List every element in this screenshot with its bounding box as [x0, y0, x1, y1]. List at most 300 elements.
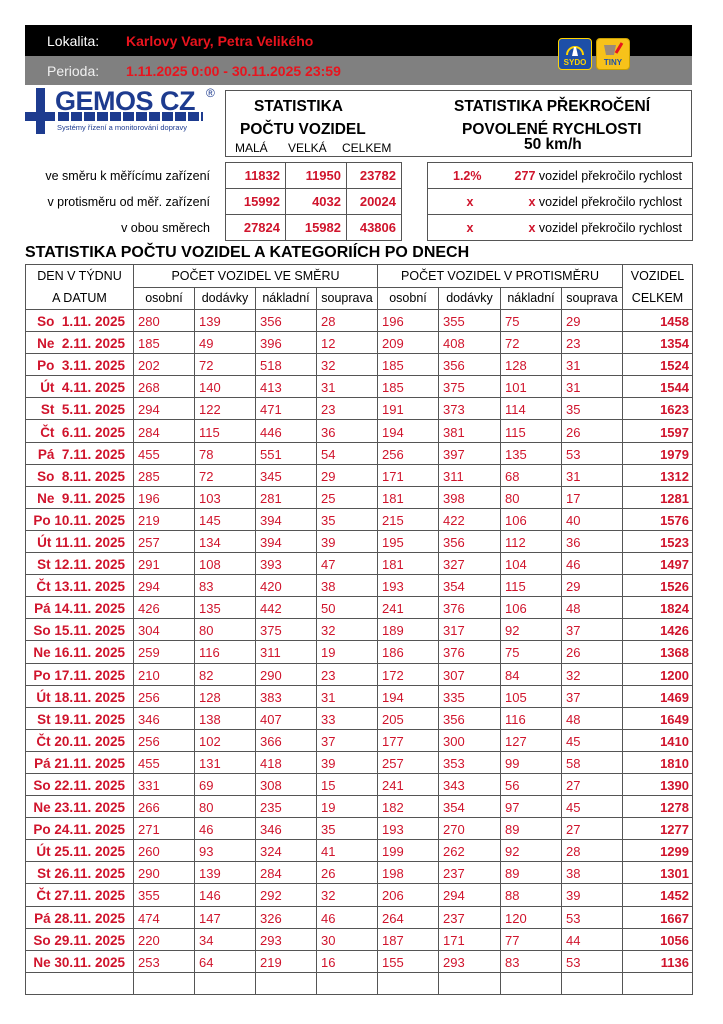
- cell-souprava: 47: [317, 553, 378, 575]
- cell-nakladni-rev: 128: [501, 354, 562, 376]
- table-row: [26, 376, 693, 398]
- cell-day: Pá 28.11. 2025: [26, 906, 134, 928]
- cell-total: 1824: [623, 597, 693, 619]
- cell-nakladni-rev: 75: [501, 641, 562, 663]
- mala-value: 27824: [226, 215, 286, 241]
- speed-title-line1: STATISTIKA PŘEKROČENÍ: [454, 98, 651, 115]
- speed-title-line2: POVOLENÉ RYCHLOSTI: [462, 121, 642, 138]
- col-header-nakladni: nákladní: [256, 287, 317, 310]
- col-header-dodavky: dodávky: [195, 287, 256, 310]
- cell-osobni-rev: 199: [378, 840, 439, 862]
- table-row: [26, 751, 693, 773]
- brand-name: GEMOS CZ: [55, 86, 196, 116]
- cell-nakladni-rev: 104: [501, 553, 562, 575]
- cell-souprava-rev: 45: [562, 796, 623, 818]
- speed-limit: 50 km/h: [524, 136, 582, 153]
- cell-dodavky: 78: [195, 442, 256, 464]
- table-row: [26, 906, 693, 928]
- col-header-velka: VELKÁ: [288, 141, 327, 155]
- table-row: [26, 486, 693, 508]
- cell-souprava: 35: [317, 508, 378, 530]
- cell-day: Po 24.11. 2025: [26, 818, 134, 840]
- cell-day: Pá 21.11. 2025: [26, 751, 134, 773]
- cell-day: So 1.11. 2025: [26, 310, 134, 332]
- cell-dodavky: 134: [195, 530, 256, 552]
- cell-souprava-rev: 36: [562, 530, 623, 552]
- cell-osobni: 260: [134, 840, 195, 862]
- cell-souprava: 28: [317, 310, 378, 332]
- cell-day: Ne 23.11. 2025: [26, 796, 134, 818]
- cell-dodavky: 116: [195, 641, 256, 663]
- cell-dodavky: 131: [195, 751, 256, 773]
- cell-nakladni-rev: 106: [501, 597, 562, 619]
- cell-total: 1667: [623, 906, 693, 928]
- table-row: [26, 928, 693, 950]
- velka-value: 11950: [286, 163, 347, 189]
- velka-value: 15982: [286, 215, 347, 241]
- cell-souprava: 12: [317, 332, 378, 354]
- cell-dodavky: 102: [195, 729, 256, 751]
- summary-label-forward: ve směru k měřícímu zařízení: [45, 169, 210, 183]
- cell-day: Ne 16.11. 2025: [26, 641, 134, 663]
- table-row: [26, 464, 693, 486]
- speed-suffix: vozidel překročilo rychlost: [538, 220, 682, 235]
- table-row: [26, 310, 693, 332]
- cell-day: Út 4.11. 2025: [26, 376, 134, 398]
- cell-dodavky-rev: 376: [439, 641, 501, 663]
- cell-dodavky-rev: 171: [439, 928, 501, 950]
- cell-souprava: 23: [317, 398, 378, 420]
- cell-dodavky-rev: 293: [439, 950, 501, 972]
- cell-nakladni: 356: [256, 310, 317, 332]
- cell-souprava-rev: 26: [562, 420, 623, 442]
- cell-souprava: [317, 972, 378, 994]
- cell-dodavky-rev: 355: [439, 310, 501, 332]
- cell-dodavky: 80: [195, 619, 256, 641]
- cell-souprava-rev: 27: [562, 773, 623, 795]
- cell-total: 1136: [623, 950, 693, 972]
- speed-percent: 1.2%: [428, 163, 486, 189]
- cell-total: 1390: [623, 773, 693, 795]
- cell-souprava: 23: [317, 663, 378, 685]
- cell-souprava-rev: 23: [562, 332, 623, 354]
- cell-total: 1576: [623, 508, 693, 530]
- cell-total: 1469: [623, 685, 693, 707]
- cell-osobni-rev: 196: [378, 310, 439, 332]
- cell-osobni-rev: 182: [378, 796, 439, 818]
- cell-dodavky: 139: [195, 862, 256, 884]
- speed-count: 277: [514, 168, 536, 183]
- table-row: [26, 729, 693, 751]
- cell-nakladni-rev: 112: [501, 530, 562, 552]
- cell-nakladni: 394: [256, 508, 317, 530]
- cell-nakladni: 375: [256, 619, 317, 641]
- cell-dodavky-rev: [439, 972, 501, 994]
- cell-total: 1544: [623, 376, 693, 398]
- cell-dodavky: 138: [195, 707, 256, 729]
- cell-total: 1426: [623, 619, 693, 641]
- celkem-value: 43806: [347, 215, 402, 241]
- cell-total: 1979: [623, 442, 693, 464]
- cell-osobni-rev: 185: [378, 354, 439, 376]
- cell-souprava: 19: [317, 796, 378, 818]
- cell-osobni: 256: [134, 729, 195, 751]
- cell-dodavky-rev: 354: [439, 575, 501, 597]
- cell-nakladni: 551: [256, 442, 317, 464]
- cell-nakladni-rev: 92: [501, 619, 562, 641]
- cell-day: Ne 30.11. 2025: [26, 950, 134, 972]
- cell-osobni: 294: [134, 575, 195, 597]
- cell-nakladni: 366: [256, 729, 317, 751]
- cell-day: St 26.11. 2025: [26, 862, 134, 884]
- table-row: [26, 796, 693, 818]
- cell-osobni-rev: 189: [378, 619, 439, 641]
- table-row: [26, 840, 693, 862]
- cell-osobni: 210: [134, 663, 195, 685]
- cell-souprava-rev: 28: [562, 840, 623, 862]
- table-row: [26, 884, 693, 906]
- cell-osobni: 280: [134, 310, 195, 332]
- cell-souprava-rev: 53: [562, 950, 623, 972]
- cell-day: Ne 9.11. 2025: [26, 486, 134, 508]
- cell-nakladni-rev: 120: [501, 906, 562, 928]
- cell-dodavky-rev: 262: [439, 840, 501, 862]
- cell-day: St 19.11. 2025: [26, 707, 134, 729]
- table-row: [26, 597, 693, 619]
- table-row: [26, 707, 693, 729]
- cell-souprava-rev: 44: [562, 928, 623, 950]
- cell-dodavky-rev: 300: [439, 729, 501, 751]
- cell-osobni: 304: [134, 619, 195, 641]
- cell-total: 1281: [623, 486, 693, 508]
- speed-percent: x: [428, 215, 486, 241]
- cell-nakladni-rev: 89: [501, 818, 562, 840]
- daily-stats-table: [25, 264, 693, 995]
- cell-day: Čt 6.11. 2025: [26, 420, 134, 442]
- cell-souprava: 26: [317, 862, 378, 884]
- cell-osobni: 284: [134, 420, 195, 442]
- celkem-value: 20024: [347, 189, 402, 215]
- cell-day: Čt 27.11. 2025: [26, 884, 134, 906]
- cell-total: 1526: [623, 575, 693, 597]
- cell-osobni: 285: [134, 464, 195, 486]
- cell-nakladni: 446: [256, 420, 317, 442]
- cell-total: [623, 972, 693, 994]
- cell-nakladni-rev: 116: [501, 707, 562, 729]
- col-header-total: VOZIDEL CELKEM: [623, 265, 693, 310]
- cell-day: [26, 972, 134, 994]
- cell-souprava: 32: [317, 884, 378, 906]
- logo-cross-icon: [36, 88, 45, 134]
- cell-day: Pá 7.11. 2025: [26, 442, 134, 464]
- cell-dodavky-rev: 397: [439, 442, 501, 464]
- count-summary-table: [225, 162, 402, 241]
- cell-souprava-rev: 40: [562, 508, 623, 530]
- cell-nakladni-rev: 99: [501, 751, 562, 773]
- cell-total: 1200: [623, 663, 693, 685]
- cell-souprava-rev: 38: [562, 862, 623, 884]
- cell-dodavky: 34: [195, 928, 256, 950]
- cell-osobni-rev: [378, 972, 439, 994]
- table-row: [26, 575, 693, 597]
- cell-dodavky-rev: 381: [439, 420, 501, 442]
- cell-osobni: 185: [134, 332, 195, 354]
- cell-dodavky: 122: [195, 398, 256, 420]
- period-value: 1.11.2025 0:00 - 30.11.2025 23:59: [126, 62, 341, 79]
- report-header: [25, 25, 692, 85]
- cell-dodavky: 145: [195, 508, 256, 530]
- cell-souprava: 35: [317, 818, 378, 840]
- cell-souprava-rev: 39: [562, 884, 623, 906]
- cell-dodavky: 147: [195, 906, 256, 928]
- cell-dodavky: 72: [195, 354, 256, 376]
- cell-souprava: 16: [317, 950, 378, 972]
- cell-osobni-rev: 215: [378, 508, 439, 530]
- cell-osobni: 426: [134, 597, 195, 619]
- cell-nakladni: 293: [256, 928, 317, 950]
- header-row-groups: [26, 265, 693, 288]
- cell-nakladni: 420: [256, 575, 317, 597]
- col-header-osobni: osobní: [134, 287, 195, 310]
- cell-nakladni: 290: [256, 663, 317, 685]
- col-header-dodavky-rev: dodávky: [439, 287, 501, 310]
- cell-total: 1354: [623, 332, 693, 354]
- table-row: [26, 663, 693, 685]
- cell-souprava-rev: 32: [562, 663, 623, 685]
- cell-nakladni-rev: 56: [501, 773, 562, 795]
- cell-souprava: 25: [317, 486, 378, 508]
- cell-osobni: 294: [134, 398, 195, 420]
- cell-dodavky-rev: 356: [439, 530, 501, 552]
- cell-dodavky-rev: 353: [439, 751, 501, 773]
- table-row: [26, 553, 693, 575]
- cell-total: 1523: [623, 530, 693, 552]
- cell-souprava: 32: [317, 354, 378, 376]
- cell-dodavky: [195, 972, 256, 994]
- cell-nakladni: 324: [256, 840, 317, 862]
- cell-day: Po 3.11. 2025: [26, 354, 134, 376]
- cell-dodavky-rev: 356: [439, 354, 501, 376]
- cell-nakladni-rev: 68: [501, 464, 562, 486]
- cell-souprava: 41: [317, 840, 378, 862]
- cell-nakladni-rev: 97: [501, 796, 562, 818]
- cell-osobni-rev: 264: [378, 906, 439, 928]
- cell-total: 1277: [623, 818, 693, 840]
- cell-nakladni: 418: [256, 751, 317, 773]
- cell-nakladni-rev: 84: [501, 663, 562, 685]
- count-title-line2: POČTU VOZIDEL: [240, 121, 366, 138]
- summary-row-both: [226, 215, 402, 241]
- cell-souprava: 29: [317, 464, 378, 486]
- cell-osobni: 202: [134, 354, 195, 376]
- cell-osobni: 257: [134, 530, 195, 552]
- cell-osobni-rev: 181: [378, 553, 439, 575]
- col-header-forward: POČET VOZIDEL VE SMĚRU: [134, 265, 378, 288]
- cell-osobni-rev: 171: [378, 464, 439, 486]
- cell-dodavky-rev: 307: [439, 663, 501, 685]
- cell-nakladni: 413: [256, 376, 317, 398]
- cell-nakladni: 442: [256, 597, 317, 619]
- cell-day: So 8.11. 2025: [26, 464, 134, 486]
- cell-osobni-rev: 185: [378, 376, 439, 398]
- cell-nakladni: 346: [256, 818, 317, 840]
- cell-total: 1810: [623, 751, 693, 773]
- cell-souprava-rev: 53: [562, 906, 623, 928]
- cell-nakladni-rev: 127: [501, 729, 562, 751]
- cell-souprava: 38: [317, 575, 378, 597]
- cell-dodavky: 80: [195, 796, 256, 818]
- cell-dodavky: 64: [195, 950, 256, 972]
- cell-osobni: 331: [134, 773, 195, 795]
- summary-row-forward: [226, 163, 402, 189]
- table-row: [26, 773, 693, 795]
- cell-osobni: 291: [134, 553, 195, 575]
- cell-souprava-rev: 45: [562, 729, 623, 751]
- cell-total: 1312: [623, 464, 693, 486]
- daily-section-title: STATISTIKA POČTU VOZIDEL A KATEGORIÍCH PO DNECH: [25, 244, 470, 261]
- table-row: [26, 972, 693, 994]
- cell-souprava: 30: [317, 928, 378, 950]
- cell-osobni-rev: 241: [378, 597, 439, 619]
- table-row: [26, 442, 693, 464]
- table-row: [26, 818, 693, 840]
- cell-dodavky: 115: [195, 420, 256, 442]
- cell-souprava-rev: 31: [562, 464, 623, 486]
- cell-osobni: 455: [134, 751, 195, 773]
- tiny-logo-icon: TINY: [596, 38, 630, 70]
- cell-dodavky: 49: [195, 332, 256, 354]
- summary-label-reverse: v protisměru od měř. zařízení: [47, 195, 210, 209]
- cell-osobni-rev: 209: [378, 332, 439, 354]
- cell-nakladni: 383: [256, 685, 317, 707]
- cell-dodavky-rev: 335: [439, 685, 501, 707]
- cell-dodavky-rev: 398: [439, 486, 501, 508]
- cell-nakladni: 407: [256, 707, 317, 729]
- table-row: [26, 862, 693, 884]
- cell-souprava-rev: [562, 972, 623, 994]
- cell-dodavky-rev: 356: [439, 707, 501, 729]
- cell-osobni-rev: 155: [378, 950, 439, 972]
- cell-nakladni: 311: [256, 641, 317, 663]
- cell-souprava: 46: [317, 906, 378, 928]
- cell-osobni-rev: 194: [378, 685, 439, 707]
- cell-day: St 12.11. 2025: [26, 553, 134, 575]
- cell-nakladni: 219: [256, 950, 317, 972]
- table-row: [26, 685, 693, 707]
- cell-total: 1299: [623, 840, 693, 862]
- cell-osobni-rev: 205: [378, 707, 439, 729]
- cell-osobni: 253: [134, 950, 195, 972]
- cell-nakladni: 345: [256, 464, 317, 486]
- cell-day: So 29.11. 2025: [26, 928, 134, 950]
- cell-day: Ne 2.11. 2025: [26, 332, 134, 354]
- speed-row: [428, 189, 693, 215]
- cell-souprava-rev: 31: [562, 354, 623, 376]
- cell-day: Pá 14.11. 2025: [26, 597, 134, 619]
- cell-total: 1278: [623, 796, 693, 818]
- cell-nakladni-rev: 75: [501, 310, 562, 332]
- cell-dodavky-rev: 376: [439, 597, 501, 619]
- cell-total: 1368: [623, 641, 693, 663]
- cell-souprava: 39: [317, 530, 378, 552]
- summary-row-reverse: [226, 189, 402, 215]
- cell-day: Čt 20.11. 2025: [26, 729, 134, 751]
- cell-osobni: 290: [134, 862, 195, 884]
- table-row: [26, 530, 693, 552]
- cell-total: 1597: [623, 420, 693, 442]
- cell-nakladni-rev: 72: [501, 332, 562, 354]
- cell-total: 1458: [623, 310, 693, 332]
- location-value: Karlovy Vary, Petra Velikého: [126, 32, 314, 49]
- cell-souprava-rev: 37: [562, 685, 623, 707]
- speed-row: [428, 163, 693, 189]
- cell-nakladni: 396: [256, 332, 317, 354]
- cell-osobni: 219: [134, 508, 195, 530]
- cell-nakladni: 284: [256, 862, 317, 884]
- cell-osobni: 474: [134, 906, 195, 928]
- cell-day: Út 25.11. 2025: [26, 840, 134, 862]
- cell-nakladni-rev: 77: [501, 928, 562, 950]
- table-row: [26, 420, 693, 442]
- cell-dodavky: 103: [195, 486, 256, 508]
- cell-nakladni: 235: [256, 796, 317, 818]
- cell-souprava: 31: [317, 376, 378, 398]
- cell-dodavky-rev: 311: [439, 464, 501, 486]
- cell-total: 1452: [623, 884, 693, 906]
- table-row: [26, 641, 693, 663]
- cell-day: Čt 13.11. 2025: [26, 575, 134, 597]
- cell-souprava-rev: 48: [562, 707, 623, 729]
- cell-souprava: 37: [317, 729, 378, 751]
- cell-souprava-rev: 46: [562, 553, 623, 575]
- cell-nakladni-rev: [501, 972, 562, 994]
- cell-day: So 22.11. 2025: [26, 773, 134, 795]
- cell-dodavky: 83: [195, 575, 256, 597]
- cell-total: 1056: [623, 928, 693, 950]
- period-label: Perioda:: [47, 62, 100, 79]
- cell-dodavky: 46: [195, 818, 256, 840]
- cell-osobni-rev: 257: [378, 751, 439, 773]
- cell-nakladni-rev: 92: [501, 840, 562, 862]
- cell-total: 1497: [623, 553, 693, 575]
- cell-souprava: 19: [317, 641, 378, 663]
- table-row: [26, 619, 693, 641]
- cell-dodavky: 82: [195, 663, 256, 685]
- cell-osobni-rev: 172: [378, 663, 439, 685]
- cell-osobni-rev: 187: [378, 928, 439, 950]
- cell-total: 1301: [623, 862, 693, 884]
- cell-osobni-rev: 206: [378, 884, 439, 906]
- summary-label-both: v obou směrech: [121, 221, 210, 235]
- cell-osobni-rev: 193: [378, 818, 439, 840]
- cell-nakladni: 518: [256, 354, 317, 376]
- velka-value: 4032: [286, 189, 347, 215]
- cell-osobni-rev: 195: [378, 530, 439, 552]
- cell-day: Út 11.11. 2025: [26, 530, 134, 552]
- cell-souprava-rev: 26: [562, 641, 623, 663]
- cell-total: 1524: [623, 354, 693, 376]
- cell-total: 1410: [623, 729, 693, 751]
- cell-souprava-rev: 29: [562, 575, 623, 597]
- cell-osobni: 355: [134, 884, 195, 906]
- cell-dodavky: 108: [195, 553, 256, 575]
- cell-day: Út 18.11. 2025: [26, 685, 134, 707]
- cell-dodavky: 135: [195, 597, 256, 619]
- col-header-mala: MALÁ: [235, 141, 268, 155]
- cell-dodavky: 69: [195, 773, 256, 795]
- cell-osobni-rev: 194: [378, 420, 439, 442]
- col-header-souprava: souprava: [317, 287, 378, 310]
